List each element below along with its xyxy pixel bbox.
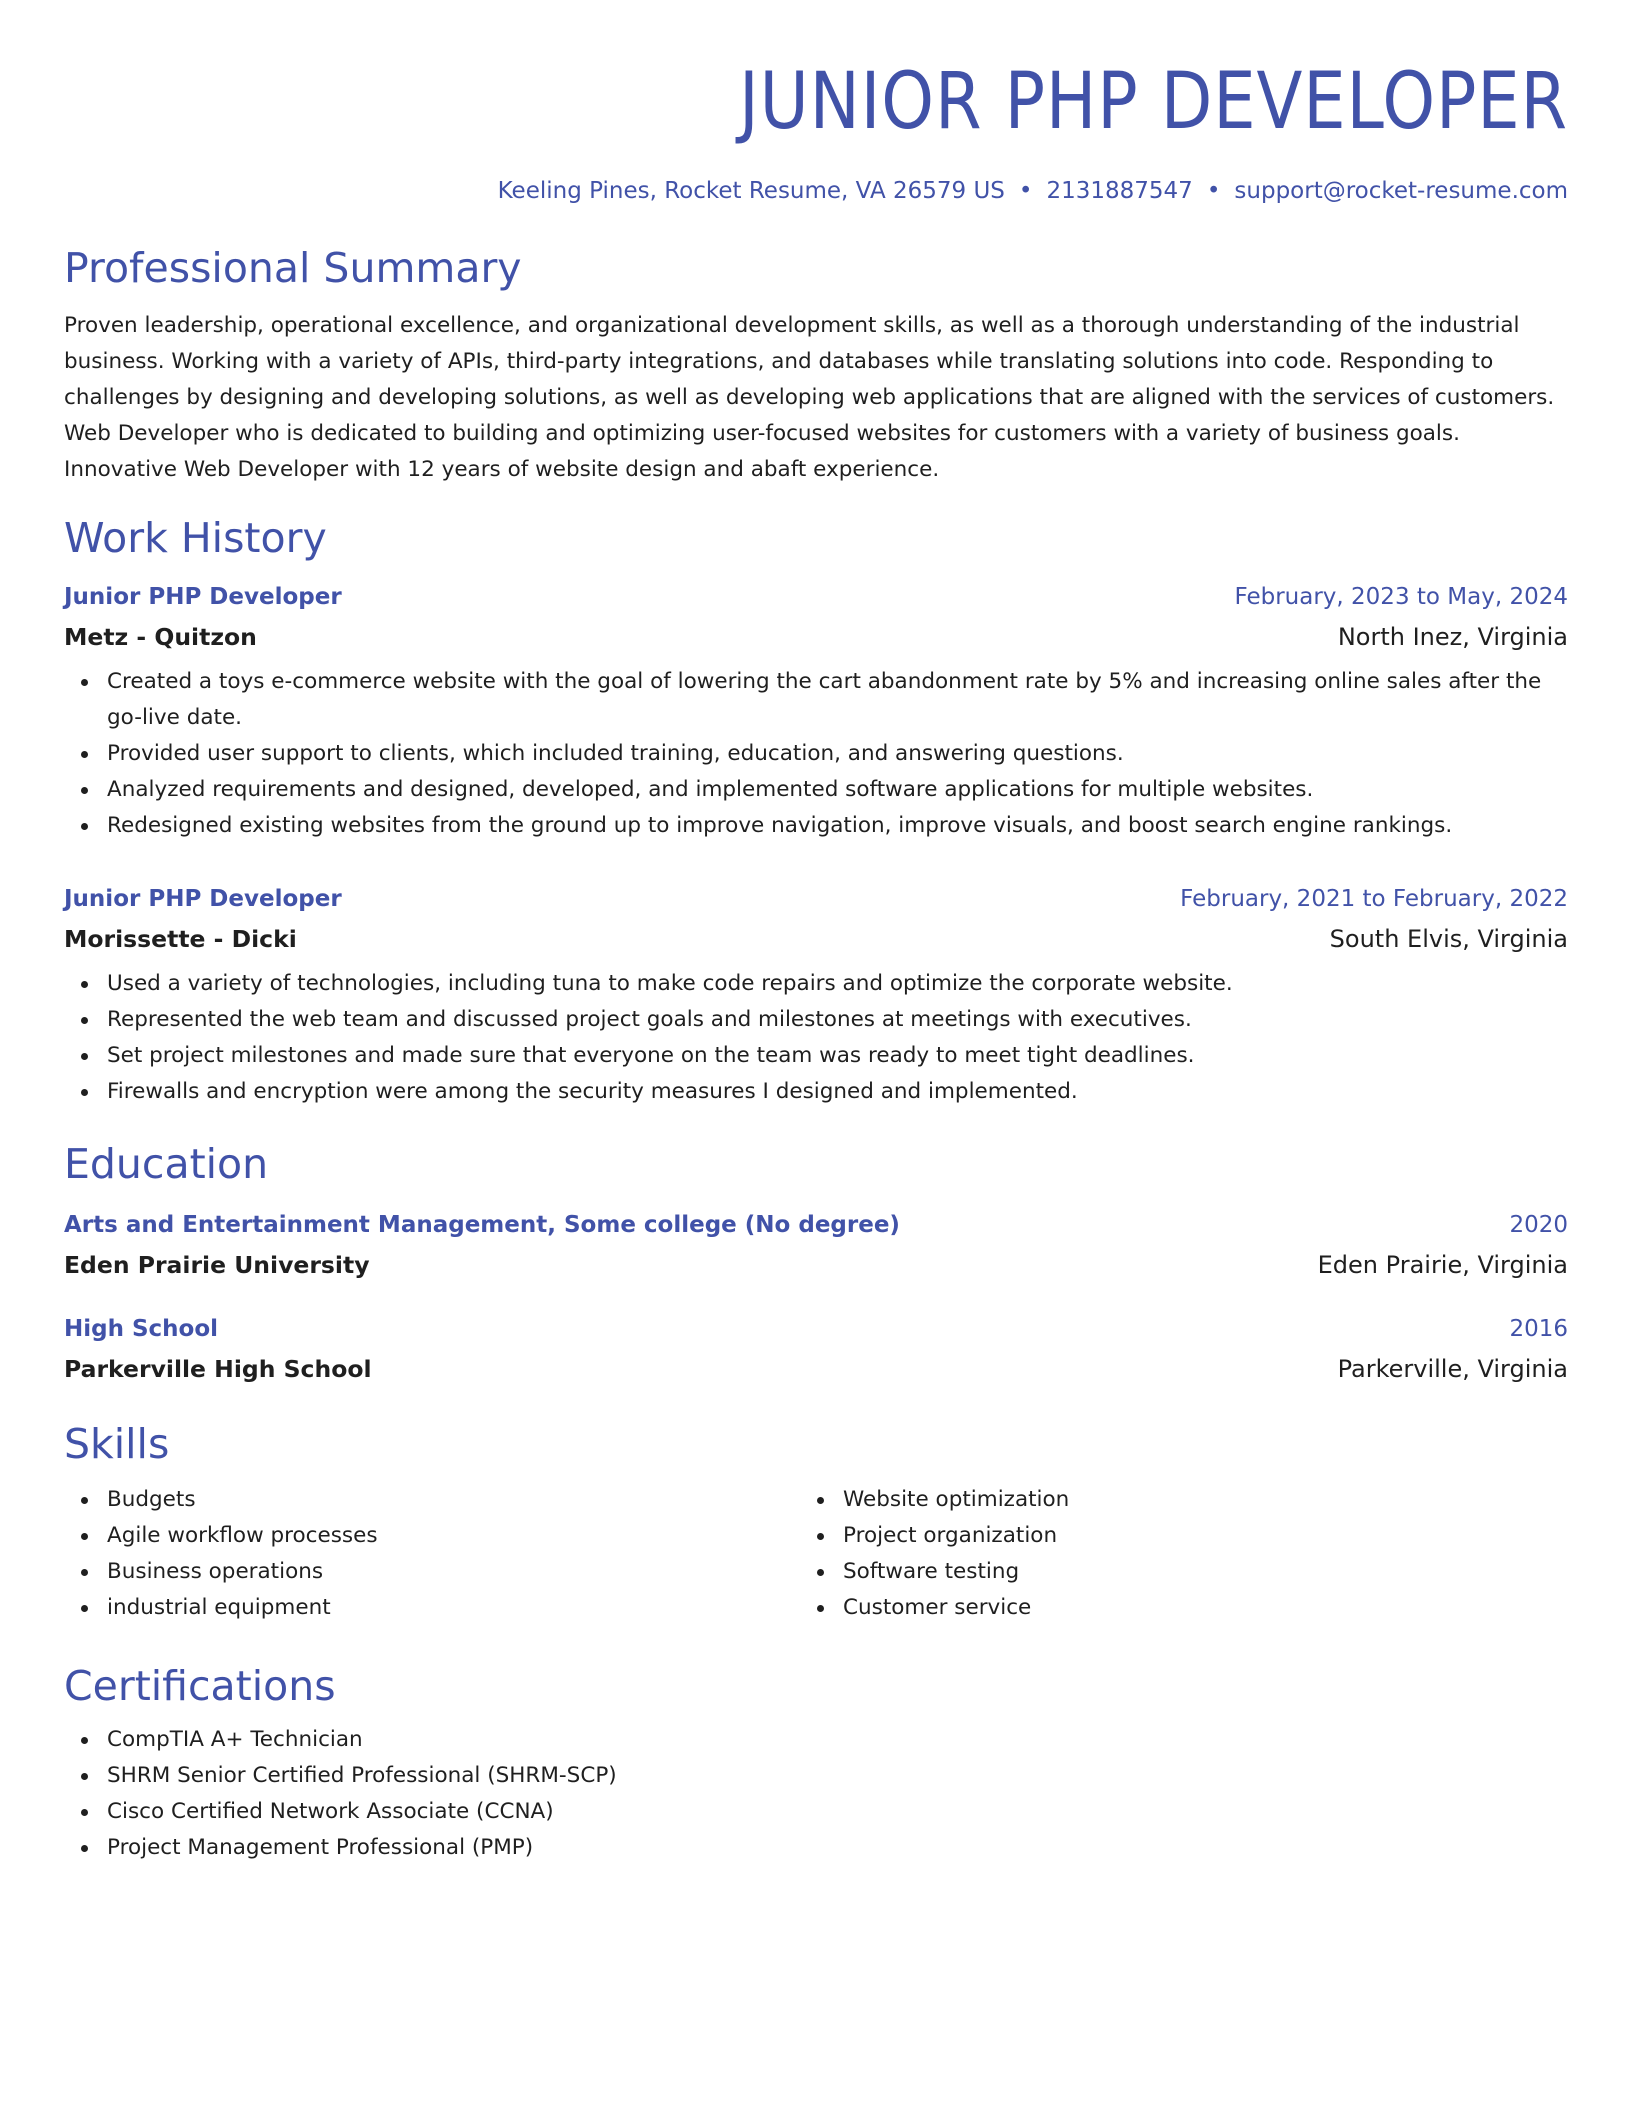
section-heading-certifications: Certifications <box>64 1662 336 1710</box>
job-bullets <box>64 966 1568 1110</box>
skill-item: Budgets <box>107 1482 800 1518</box>
job-bullet: Used a variety of technologies, including tuna to make code repairs and optimize the corporate website. <box>107 966 1568 1002</box>
education-school-row <box>64 1248 1568 1282</box>
job-company: Metz - Quitzon <box>64 623 257 651</box>
education-degree: High School <box>64 1316 219 1342</box>
summary-section <box>64 242 1568 488</box>
skills-section <box>64 1418 1568 1626</box>
skills-list <box>800 1482 1536 1626</box>
education-school: Parkerville High School <box>64 1355 372 1383</box>
job-header-row <box>64 580 1568 614</box>
section-heading-skills: Skills <box>64 1420 170 1468</box>
job-bullets <box>64 664 1568 844</box>
job-bullet: Represented the web team and discussed project goals and milestones at meetings with executives. <box>107 1002 1568 1038</box>
section-heading-summary: Professional Summary <box>64 244 522 292</box>
certification-item: Project Management Professional (PMP) <box>107 1830 1568 1866</box>
education-section <box>64 1138 1568 1386</box>
section-heading-education: Education <box>64 1140 269 1188</box>
resume-header <box>64 56 1568 206</box>
job-title: Junior PHP Developer <box>64 584 342 610</box>
job-header-row <box>64 882 1568 916</box>
contact-separator: • <box>1018 178 1033 204</box>
education-year: 2020 <box>1509 1212 1568 1238</box>
skill-item: Software testing <box>843 1554 1536 1590</box>
job-location: North Inez, Virginia <box>1337 623 1568 651</box>
job-location: South Elvis, Virginia <box>1329 925 1568 953</box>
skills-column-left <box>64 1474 800 1626</box>
skill-item: industrial equipment <box>107 1590 800 1626</box>
job-entry <box>64 882 1568 1110</box>
education-location: Parkerville, Virginia <box>1337 1355 1568 1383</box>
education-entry <box>64 1312 1568 1386</box>
contact-address: Keeling Pines, Rocket Resume, VA 26579 US <box>497 178 1005 204</box>
job-company: Morissette - Dicki <box>64 925 297 953</box>
resume-title: JUNIOR PHP DEVELOPER <box>739 57 1568 147</box>
skills-list <box>64 1482 800 1626</box>
contact-email: support@rocket-resume.com <box>1234 178 1568 204</box>
certification-item: SHRM Senior Certified Professional (SHRM-SCP) <box>107 1758 1568 1794</box>
job-bullet: Provided user support to clients, which included training, education, and answering questions. <box>107 736 1568 772</box>
certification-item: CompTIA A+ Technician <box>107 1722 1568 1758</box>
job-bullet: Analyzed requirements and designed, developed, and implemented software applications for multiple websites. <box>107 772 1568 808</box>
job-dates: February, 2021 to February, 2022 <box>1180 886 1568 912</box>
skill-item: Business operations <box>107 1554 800 1590</box>
section-heading-work-history: Work History <box>64 514 327 562</box>
skills-columns <box>64 1474 1568 1626</box>
skill-item: Website optimization <box>843 1482 1536 1518</box>
job-title: Junior PHP Developer <box>64 886 342 912</box>
job-company-row <box>64 620 1568 654</box>
education-location: Eden Prairie, Virginia <box>1317 1251 1568 1279</box>
certifications-list <box>64 1722 1568 1866</box>
job-dates: February, 2023 to May, 2024 <box>1234 584 1568 610</box>
skill-item: Project organization <box>843 1518 1536 1554</box>
job-entry <box>64 580 1568 844</box>
contact-line <box>64 176 1568 206</box>
job-bullet: Firewalls and encryption were among the security measures I designed and implemented. <box>107 1074 1568 1110</box>
contact-separator: • <box>1206 178 1221 204</box>
job-bullet: Created a toys e-commerce website with the goal of lowering the cart abandonment rate by 5% and increasing online sales after the go-live date. <box>107 664 1568 736</box>
education-school-row <box>64 1352 1568 1386</box>
summary-text: Proven leadership, operational excellence, and organizational development skills, as well as a thorough understanding of the industrial business. Working with a variety of APIs, third-party integrations, and databases while translating solutions into code. Responding to challenges by designing and developing solutions, as well as developing web applications that are aligned with the services of customers. Web Developer who is dedicated to building and optimizing user-focused websites for customers with a variety of business goals. Innovative Web Developer with 12 years of website design and abaft experience. <box>64 313 1555 482</box>
contact-phone: 2131887547 <box>1046 178 1193 204</box>
certifications-section <box>64 1660 1568 1866</box>
skill-item: Customer service <box>843 1590 1536 1626</box>
education-year: 2016 <box>1509 1316 1568 1342</box>
skill-item: Agile workflow processes <box>107 1518 800 1554</box>
education-degree: Arts and Entertainment Management, Some college (No degree) <box>64 1212 900 1238</box>
education-entry <box>64 1208 1568 1282</box>
education-header-row <box>64 1312 1568 1346</box>
job-bullet: Set project milestones and made sure that everyone on the team was ready to meet tight deadlines. <box>107 1038 1568 1074</box>
skills-column-right <box>800 1474 1536 1626</box>
job-company-row <box>64 922 1568 956</box>
education-school: Eden Prairie University <box>64 1251 370 1279</box>
job-bullet: Redesigned existing websites from the ground up to improve navigation, improve visuals, and boost search engine rankings. <box>107 808 1568 844</box>
education-header-row <box>64 1208 1568 1242</box>
certification-item: Cisco Certified Network Associate (CCNA) <box>107 1794 1568 1830</box>
work-history-section <box>64 512 1568 1110</box>
